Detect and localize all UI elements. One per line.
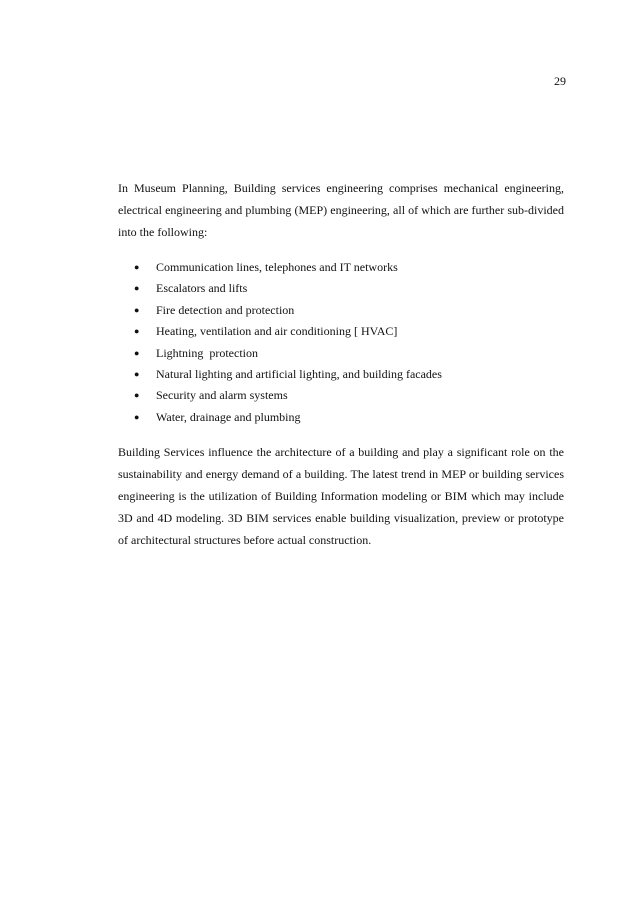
page-body [118,177,564,551]
bim-paragraph: Building Services influence the architecture of a building and play a significant role on the sustainability and energy demand of a building. The latest trend in MEP or building services engineering is the utilization of Building Information modeling or BIM which may include 3D and 4D modeling. 3D BIM services enable building visualization, preview or prototype of architectural structures before actual construction. [118,445,564,548]
bullet-item-text: Water, drainage and plumbing [156,409,301,424]
bullet-icon: ● [134,347,140,358]
bullet-item [118,300,564,321]
page-number: 29 [554,74,566,88]
intro-paragraph: In Museum Planning, Building services engineering comprises mechanical engineering, electrical engineering and plumbing (MEP) engineering, all of which are further sub-divided into the following: [118,181,564,239]
bullet-item-text: Fire detection and protection [156,302,295,317]
bullet-icon: ● [134,304,140,315]
services-bullet-list [118,257,564,428]
bullet-item-text: Lightning protection [156,345,258,360]
bullet-item [118,407,564,428]
bullet-item-text: Security and alarm systems [156,388,288,403]
bullet-item [118,257,564,278]
bullet-icon: ● [134,283,140,294]
bullet-item [118,343,564,364]
bullet-icon: ● [134,369,140,380]
bullet-icon: ● [134,326,140,337]
bullet-icon: ● [134,262,140,272]
bullet-item [118,385,564,406]
bullet-item-text: Communication lines, telephones and IT networks [156,260,398,274]
bullet-item-text: Escalators and lifts [156,281,248,296]
bullet-item-text: Natural lighting and artificial lighting, and building facades [156,367,442,382]
bullet-item-text: Heating, ventilation and air conditioning [ HVAC] [156,324,398,339]
bullet-item [118,278,564,299]
bullet-item [118,364,564,385]
bullet-icon: ● [134,411,140,422]
bullet-item [118,321,564,342]
bullet-icon: ● [134,390,140,401]
